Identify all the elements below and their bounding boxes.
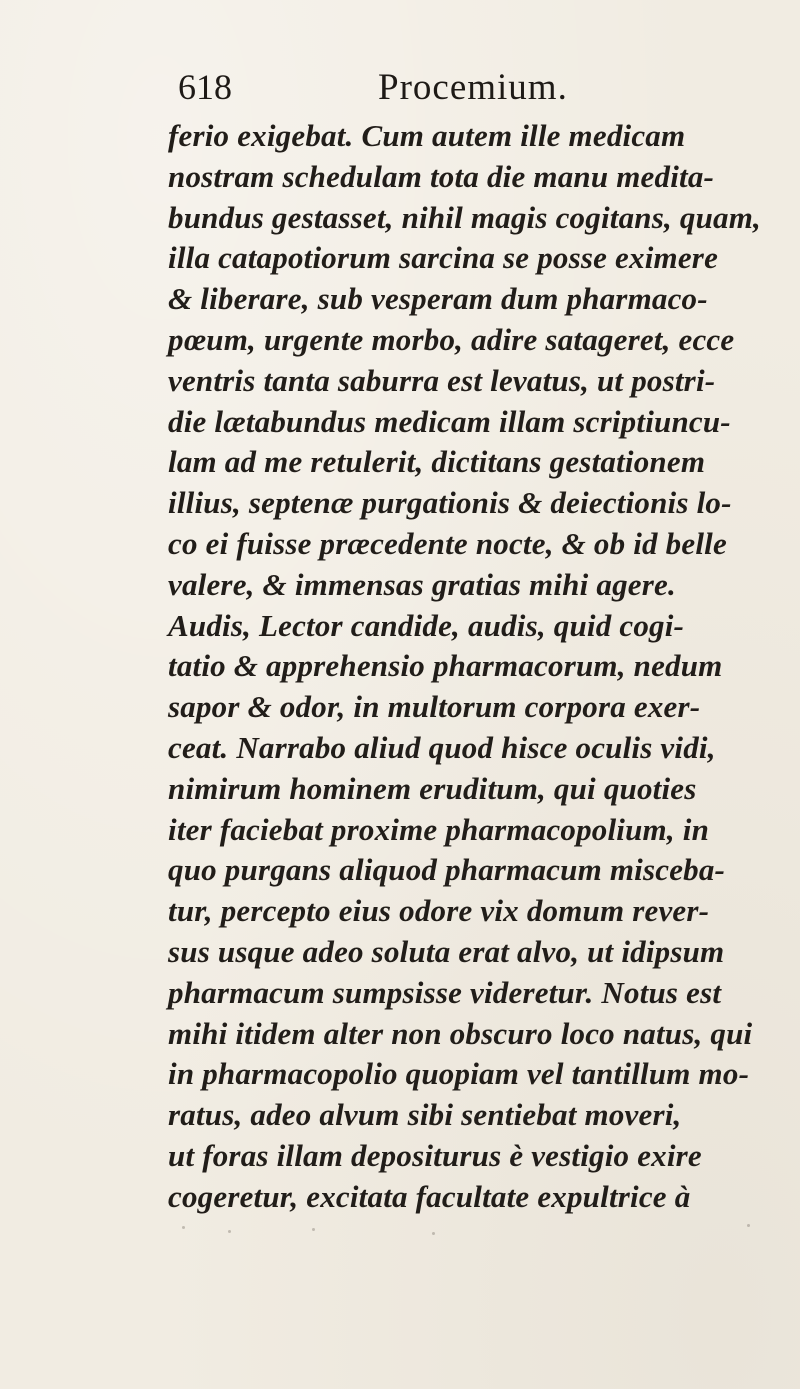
text-line: bundus gestasset, nihil magis cogitans, quam, [168, 199, 761, 235]
text-line: valere, & immensas gratias mihi agere. [168, 566, 676, 602]
text-line: ferio exigebat. Cum autem ille medicam [168, 118, 686, 153]
text-line: sus usque adeo soluta erat alvo, ut idipsum [168, 933, 725, 969]
text-line: pharmacum sumpsisse videretur. Notus est [168, 974, 722, 1010]
text-line: in pharmacopolio quopiam vel tantillum mo- [168, 1056, 750, 1092]
text-line: die lætabundus medicam illam scriptiuncu- [168, 403, 731, 439]
text-line: quo purgans aliquod pharmacum misceba- [168, 852, 726, 888]
show-through-specks [172, 1222, 772, 1242]
text-line: cogeretur, excitata facultate expultrice à [168, 1178, 691, 1214]
text-line: co ei fuisse præcedente nocte, & ob id belle [168, 525, 727, 561]
text-line: Audis, Lector candide, audis, quid cogi- [168, 607, 685, 643]
running-head: Procemium. [378, 67, 568, 108]
text-line: lam ad me retulerit, dictitans gestationem [168, 444, 706, 480]
text-line: iter faciebat proxime pharmacopolium, in [168, 811, 710, 847]
text-line: illa catapotiorum sarcina se posse eximere [168, 240, 719, 276]
text-line: ut foras illam depositurus è vestigio exire [168, 1137, 702, 1173]
text-line: ceat. Narrabo aliud quod hisce oculis vidi, [168, 729, 716, 765]
text-line: nimirum hominem eruditum, qui quoties [168, 770, 697, 806]
text-line: ventris tanta saburra est levatus, ut postri- [168, 362, 716, 398]
text-line: ratus, adeo alvum sibi sentiebat moveri, [168, 1097, 682, 1133]
text-line: sapor & odor, in multorum corpora exer- [168, 689, 701, 725]
body-text [168, 116, 768, 1218]
text-line: tur, percepto eius odore vix domum rever- [168, 893, 710, 929]
text-line: & liberare, sub vesperam dum pharmaco- [168, 281, 708, 317]
page-header [178, 66, 658, 118]
text-line: pœum, urgente morbo, adire satageret, ecce [168, 321, 735, 357]
text-line: tatio & apprehensio pharmacorum, nedum [168, 648, 723, 684]
text-line: illius, septenæ purgationis & deiectionis lo- [168, 485, 732, 521]
text-line: mihi itidem alter non obscuro loco natus, qui [168, 1015, 753, 1051]
page-number: 618 [178, 67, 232, 107]
text-line: nostram schedulam tota die manu medita- [168, 158, 715, 194]
